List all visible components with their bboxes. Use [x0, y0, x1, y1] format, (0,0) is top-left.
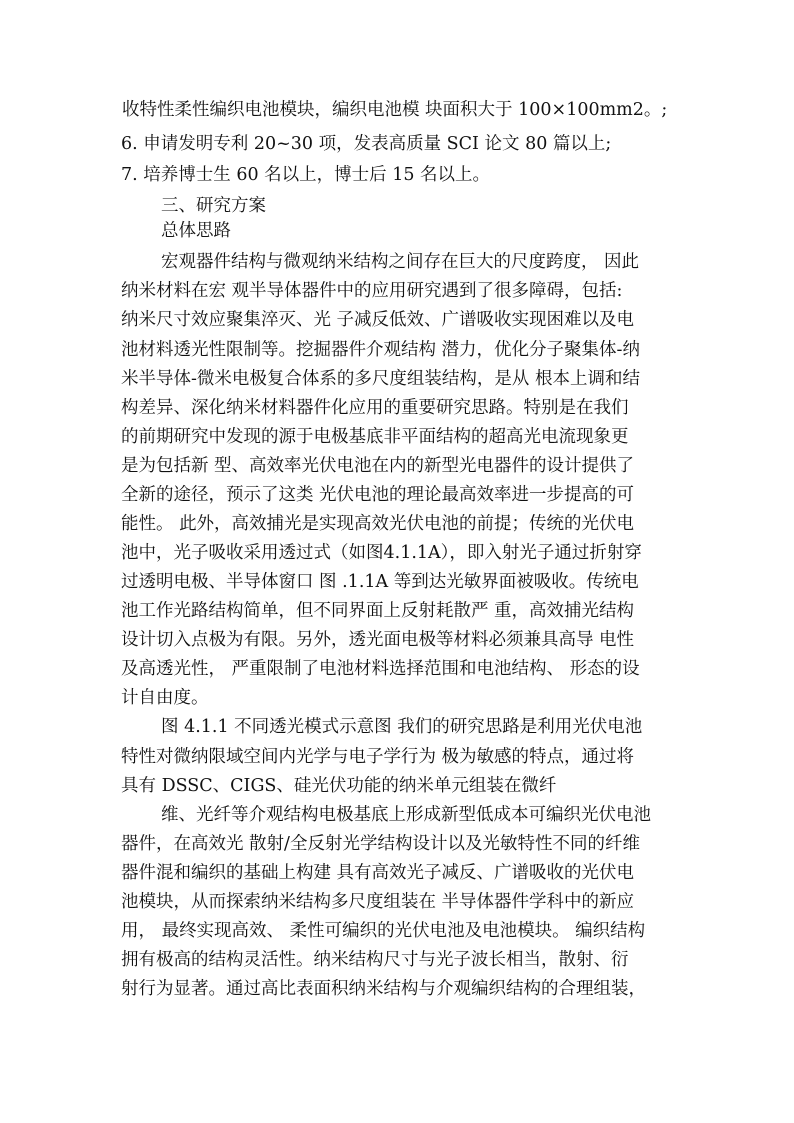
list-item-7: 7. 培养博士生 60 名以上，博士后 15 名以上。	[121, 165, 491, 185]
text-line: 池工作光路结构简单，但不同界面上反射耗散严 重，高效捕光结构	[121, 601, 635, 621]
text-line: 过透明电极、半导体窗口 图 .1.1A 等到达光敏界面被吸收。传统电	[121, 572, 639, 592]
subsection-heading: 总体思路	[161, 221, 231, 241]
text-line: 拥有极高的结构灵活性。纳米结构尺寸与光子波长相当，散射、衍	[121, 950, 629, 970]
text-line: 能性。 此外，高效捕光是实现高效光伏电池的前提；传统的光伏电	[121, 514, 635, 534]
text-line: 池模块，从而探索纳米结构多尺度组装在 半导体器件学科中的新应	[121, 892, 635, 912]
text-line: 器件，在高效光 散射/全反射光学结构设计以及光敏特性不同的纤维	[121, 834, 640, 854]
text-line: 及高透光性， 严重限制了电池材料选择范围和电池结构、 形态的设	[121, 659, 640, 679]
text-line: 的前期研究中发现的源于电极基底非平面结构的超高光电流现象更	[121, 427, 629, 447]
text-line: 纳米材料在宏 观半导体器件中的应用研究遇到了很多障碍，包括:	[121, 281, 623, 301]
text-line: 池材料透光性限制等。挖掘器件介观结构 潜力，优化分子聚集体-纳	[121, 340, 640, 360]
text-line: 器件混和编织的基础上构建 具有高效光子减反、广谱吸收的光伏电	[121, 863, 635, 883]
text-line: 米半导体-微米电极复合体系的多尺度组装结构，是从 根本上调和结	[121, 369, 640, 389]
text-line: 用， 最终实现高效、 柔性可编织的光伏电池及电池模块。 编织结构	[121, 921, 646, 941]
text-line: 是为包括新 型、高效率光伏电池在内的新型光电器件的设计提供了	[121, 456, 635, 476]
text-line: 收特性柔性编织电池模块，编织电池模 块面积大于 100×100mm2。;	[122, 100, 668, 120]
text-line: 维、光纤等介观结构电极基底上形成新型低成本可编织光伏电池	[161, 805, 651, 825]
text-line: 特性对微纳限域空间内光学与电子学行为 极为敏感的特点，通过将	[121, 747, 635, 767]
text-line: 宏观器件结构与微观纳米结构之间存在巨大的尺度跨度， 因此	[161, 252, 640, 272]
text-line: 具有 DSSC、CIGS、硅光伏功能的纳米单元组装在微纤	[121, 776, 557, 796]
text-line: 设计切入点极为有限。另外，透光面电极等材料必须兼具高导 电性	[121, 630, 635, 650]
figure-caption-line: 图 4.1.1 不同透光模式示意图 我们的研究思路是利用光伏电池	[161, 717, 643, 737]
text-line: 计自由度。	[121, 688, 209, 708]
text-line: 构差异、深化纳米材料器件化应用的重要研究思路。特别是在我们	[121, 398, 629, 418]
text-line: 池中，光子吸收采用透过式（如图4.1.1A），即入射光子通过折射穿	[121, 543, 642, 563]
text-line: 全新的途径，预示了这类 光伏电池的理论最高效率进一步提高的可	[121, 485, 635, 505]
text-line: 纳米尺寸效应聚集淬灭、光 子减反低效、广谱吸收实现困难以及电	[121, 310, 635, 330]
text-line: 射行为显著。通过高比表面积纳米结构与介观编织结构的合理组装，	[121, 979, 646, 999]
section-heading: 三、研究方案	[161, 196, 266, 216]
list-item-6: 6. 申请发明专利 20~30 项，发表高质量 SCI 论文 80 篇以上;	[121, 134, 612, 154]
